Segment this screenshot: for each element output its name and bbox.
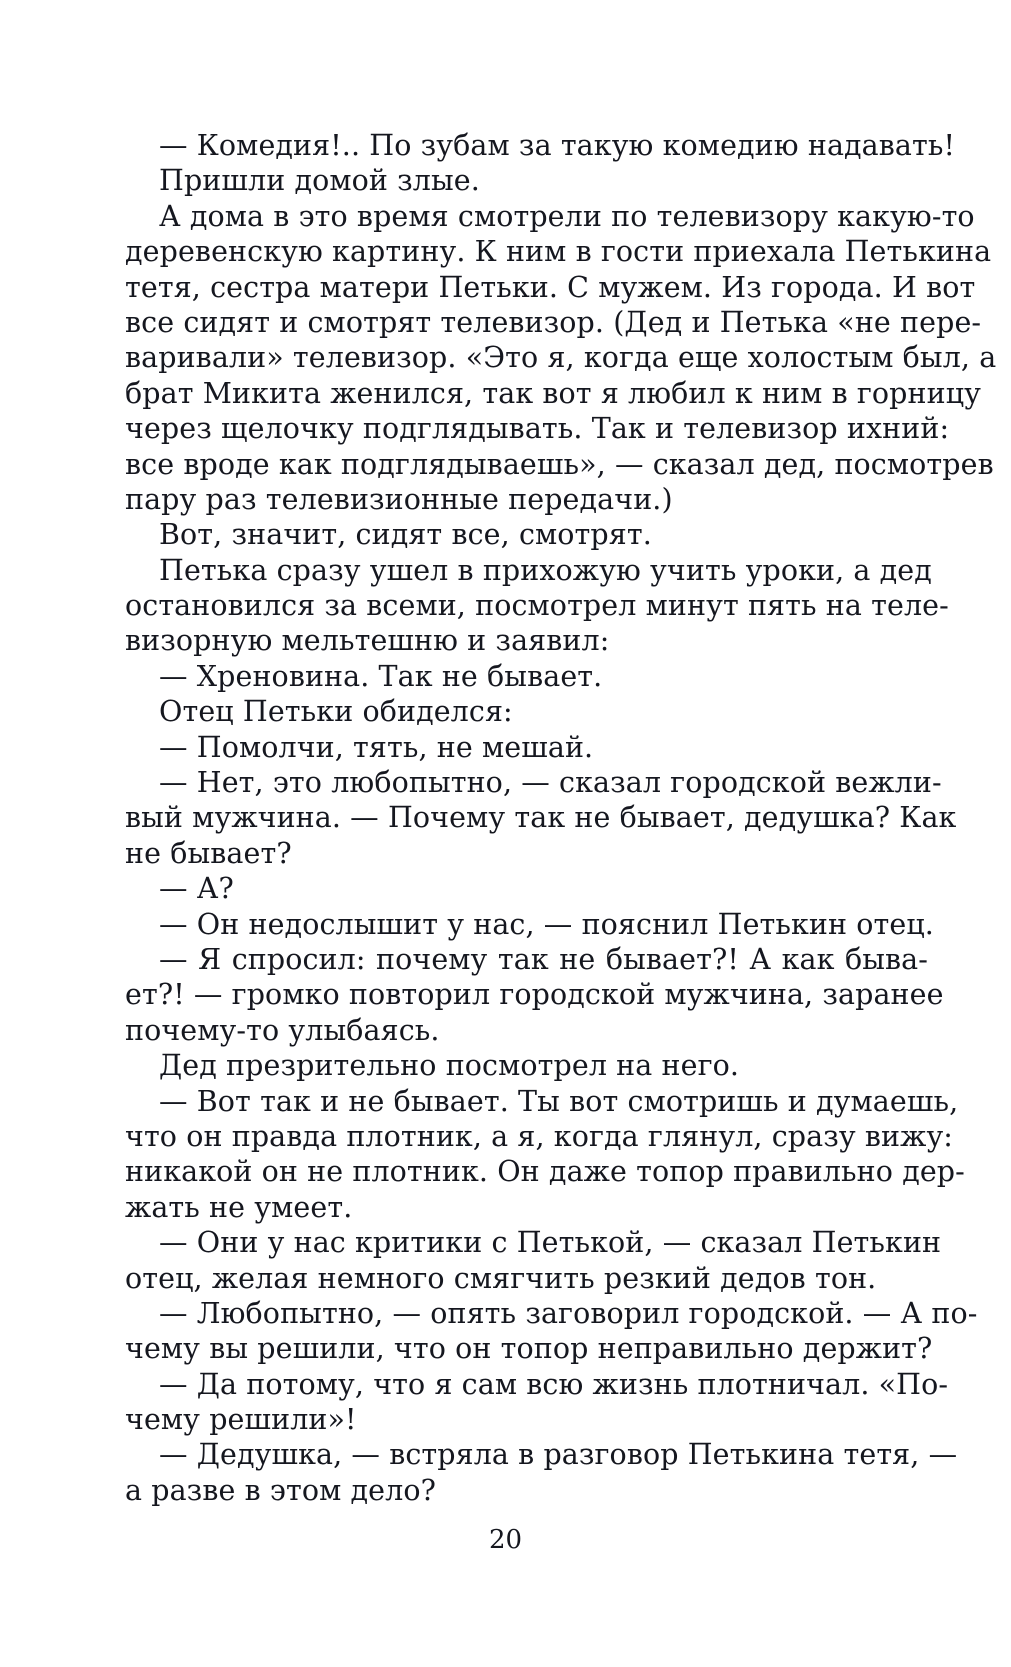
- text-line: Вот, значит, сидят все, смотрят.: [159, 518, 652, 552]
- text-line: — Он недослышит у нас, — пояснил Петькин отец.: [159, 907, 934, 941]
- text-line: — Нет, это любопытно, — сказал городской вежли-: [159, 766, 942, 800]
- text-line: А дома в это время смотрели по телевизору какую-то: [159, 199, 975, 233]
- text-line: что он правда плотник, а я, когда глянул, сразу вижу:: [125, 1119, 954, 1153]
- text-line: Пришли домой злые.: [159, 164, 480, 198]
- text-line: вый мужчина. — Почему так не бывает, дедушка? Как: [125, 801, 957, 835]
- text-line: почему-то улыбаясь.: [125, 1013, 440, 1047]
- text-line: пару раз телевизионные передачи.): [125, 482, 673, 516]
- text-line: через щелочку подглядывать. Так и телевизор ихний:: [125, 412, 950, 446]
- text-line: — Помолчи, тять, не мешай.: [159, 730, 594, 764]
- text-line: визорную мельтешню и заявил:: [125, 624, 610, 658]
- text-line: все вроде как подглядываешь», — сказал дед, посмотрев: [125, 447, 994, 481]
- text-line: деревенскую картину. К ним в гости приехала Петькина: [125, 235, 992, 269]
- text-line: а разве в этом дело?: [125, 1473, 436, 1507]
- text-line: — А?: [159, 872, 234, 906]
- text-line: варивали» телевизор. «Это я, когда еще холостым был, а: [125, 341, 997, 375]
- text-line: — Я спросил: почему так не бывает?! А как быва-: [159, 942, 928, 976]
- text-line: — Любопытно, — опять заговорил городской. — А по-: [159, 1296, 978, 1330]
- text-line: — Вот так и не бывает. Ты вот смотришь и думаешь,: [159, 1084, 959, 1118]
- text-line: тетя, сестра матери Петьки. С мужем. Из города. И вот: [125, 270, 976, 304]
- text-line: — Комедия!.. По зубам за такую комедию надавать!: [159, 129, 956, 162]
- text-line: Петька сразу ушел в прихожую учить уроки, а дед: [159, 553, 932, 587]
- text-line: отец, желая немного смягчить резкий дедов тон.: [125, 1261, 877, 1295]
- page-text: [125, 128, 997, 1508]
- text-line: — Хреновина. Так не бывает.: [159, 659, 603, 693]
- text-line: — Да потому, что я сам всю жизнь плотничал. «По-: [159, 1367, 949, 1401]
- text-line: остановился за всеми, посмотрел минут пять на теле-: [125, 589, 949, 623]
- text-line: все сидят и смотрят телевизор. (Дед и Петька «не пере-: [125, 305, 982, 339]
- text-line: брат Микита женился, так вот я любил к ним в горницу: [125, 376, 982, 410]
- page-number: 20: [488, 1525, 523, 1555]
- text-line: Дед презрительно посмотрел на него.: [159, 1049, 740, 1083]
- text-line: не бывает?: [125, 836, 292, 870]
- text-line: чему вы решили, что он топор неправильно держит?: [125, 1332, 933, 1366]
- text-line: жать не умеет.: [125, 1190, 353, 1224]
- text-line: Отец Петьки обиделся:: [159, 695, 513, 729]
- text-line: — Дедушка, — встряла в разговор Петькина тетя, —: [159, 1438, 958, 1472]
- text-line: — Они у нас критики с Петькой, — сказал Петькин: [159, 1226, 942, 1260]
- text-line: чему решили»!: [125, 1403, 357, 1437]
- text-line: ет?! — громко повторил городской мужчина, заранее: [125, 978, 944, 1012]
- text-line: никакой он не плотник. Он даже топор правильно дер-: [125, 1155, 965, 1189]
